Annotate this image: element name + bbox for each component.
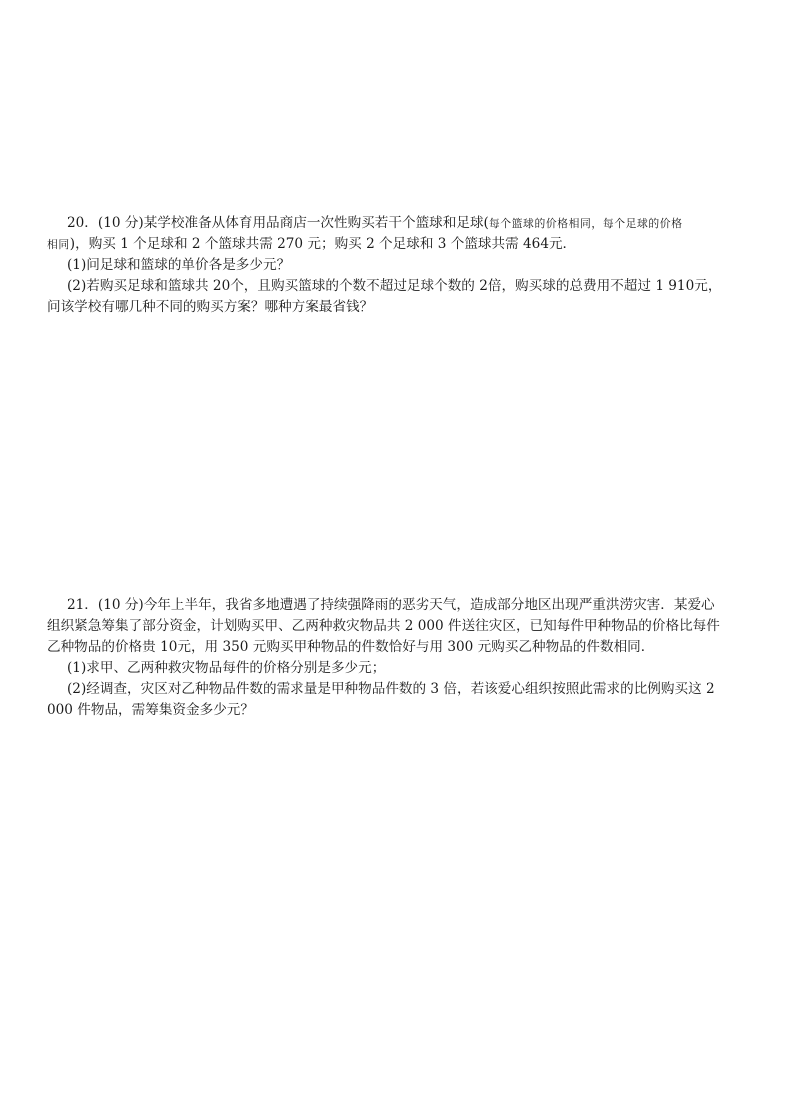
problem-20-stem-line-1	[47, 213, 767, 234]
problem-20-question-2: (2)若购买足球和篮球共 20个，且购买篮球的个数不超过足球个数的 2倍，购买球的总费用不超过 1 910元，	[67, 278, 722, 294]
problem-21-question-2-continued: 000 件物品，需筹集资金多少元？	[47, 702, 254, 718]
problem-21-question-1: (1)求甲、乙两种救灾物品每件的价格分别是多少元；	[67, 660, 386, 676]
problem-21-stem-line-3: 乙种物品的价格贵 10元，用 350 元购买甲种物品的件数恰好与用 300 元购买乙种物品的件数相同．	[47, 639, 655, 655]
problem-20	[47, 213, 767, 318]
problem-21-stem-line-2: 组织紧急筹集了部分资金，计划购买甲、乙两种救灾物品共 2 000 件送往灾区，已知每件甲种物品的价格比每件	[47, 618, 720, 634]
problem-20-stem-text: )，购买 1 个足球和 2 个篮球共需 270 元；购买 2 个足球和 3 个篮球共需 464元．	[69, 236, 577, 252]
problem-20-stem-line-2	[47, 234, 767, 255]
problem-21-question-2: (2)经调查，灾区对乙种物品件数的需求量是甲种物品件数的 3 倍，若该爱心组织按照此需求的比例购买这 2	[67, 681, 715, 697]
problem-20-stem-text: 20．(10 分)某学校准备从体育用品商店一次性购买若干个篮球和足球(	[67, 215, 489, 231]
problem-21	[47, 595, 767, 721]
problem-20-price-note: 每个篮球的价格相同，每个足球的价格	[488, 217, 683, 230]
problem-20-price-note-end: 相同	[47, 238, 70, 251]
problem-20-question-1: (1)问足球和篮球的单价各是多少元？	[67, 257, 291, 273]
problem-21-stem-line-1: 21．(10 分)今年上半年，我省多地遭遇了持续强降雨的恶劣天气，造成部分地区出现严重洪涝灾害．某爱心	[67, 597, 715, 613]
problem-20-question-2-continued: 问该学校有哪几种不同的购买方案？哪种方案最省钱？	[47, 299, 374, 315]
